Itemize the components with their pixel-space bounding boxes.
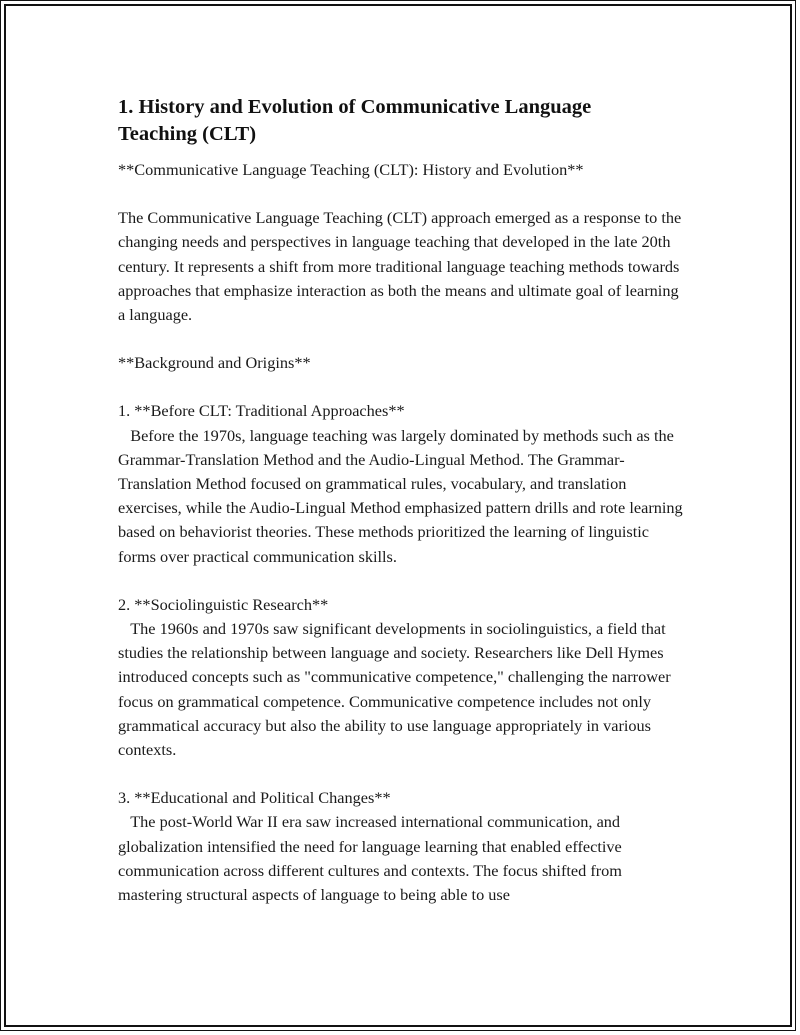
background-heading: **Background and Origins** bbox=[118, 353, 311, 373]
section-body: The post-World War II era saw increased international communication, and globalization intensified the need for language learning that enabled effective communication across different cultures and contexts. The focus shifted from mastering structural aspects of language to being able to use bbox=[118, 812, 627, 905]
section-heading: 3. **Educational and Political Changes** bbox=[118, 788, 391, 808]
subheading: **Communicative Language Teaching (CLT): History and Evolution** bbox=[118, 160, 584, 179]
document-title bbox=[118, 94, 688, 148]
document-title-line-2: Teaching (CLT) bbox=[118, 123, 257, 145]
document-title-line-1: 1. History and Evolution of Communicative Language bbox=[118, 96, 592, 118]
intro-paragraph: The Communicative Language Teaching (CLT) approach emerged as a response to the changing needs and perspectives in language teaching that developed in the late 20th century. It represents a shift from more traditional language teaching methods towards approaches that emphasize interaction as both the means and ultimate goal of learning a language. bbox=[118, 208, 686, 325]
section-heading: 1. **Before CLT: Traditional Approaches** bbox=[118, 401, 405, 421]
section-body: The 1960s and 1970s saw significant developments in sociolinguistics, a field that studies the relationship between language and society. Researchers like Dell Hymes introduced concepts such as "communicative competence," challenging the narrower focus on grammatical competence. Communicative competence includes not only grammatical accuracy but also the ability to use language appropriately in various contexts. bbox=[118, 619, 675, 760]
section-heading: 2. **Sociolinguistic Research** bbox=[118, 594, 329, 614]
document-body bbox=[118, 94, 688, 907]
section-body: Before the 1970s, language teaching was largely dominated by methods such as the Grammar-Translation Method and the Audio-Lingual Method. The Grammar-Translation Method focused on grammatical rules, vocabulary, and translation exercises, while the Audio-Lingual Method emphasized pattern drills and rote learning based on behaviorist theories. These methods prioritized the learning of linguistic forms over practical communication skills. bbox=[118, 425, 687, 566]
